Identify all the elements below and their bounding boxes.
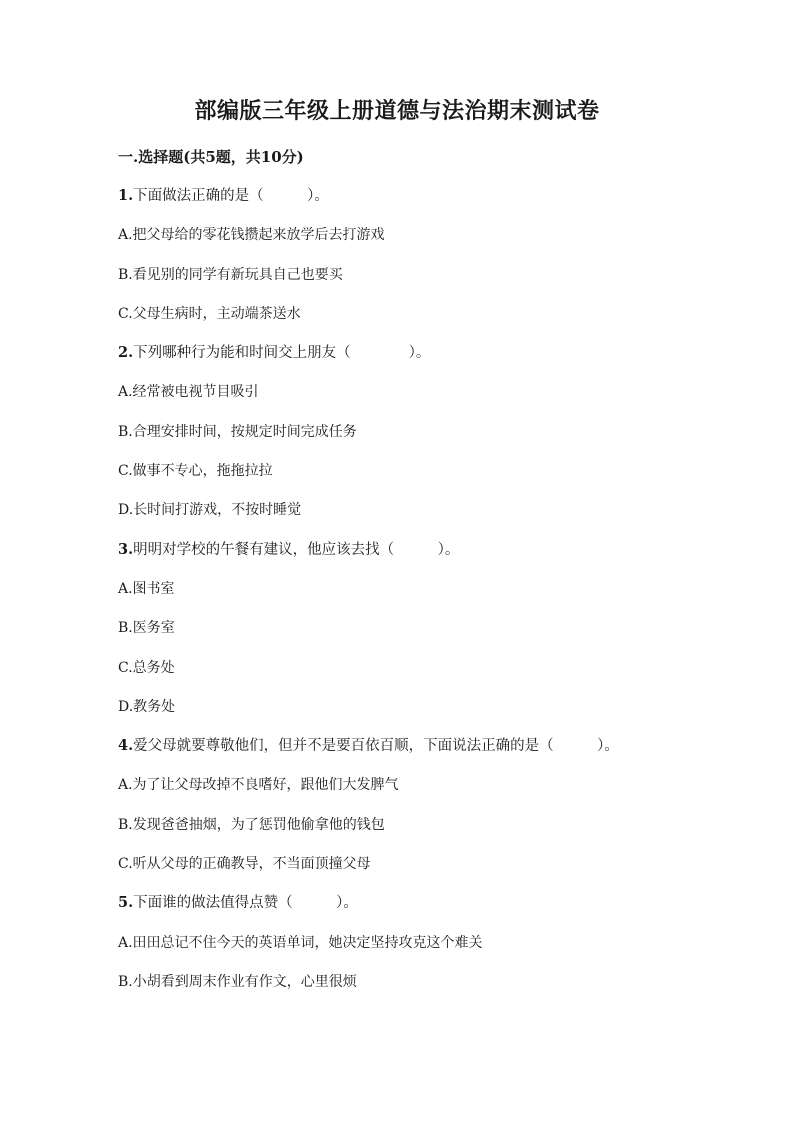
question-4-option-b: B.发现爸爸抽烟，为了惩罚他偷拿他的钱包 [118, 816, 385, 833]
question-3-stem [118, 539, 738, 578]
question-number: 2. [118, 344, 134, 362]
question-1-option-b: B.看见别的同学有新玩具自己也要买 [118, 266, 343, 283]
question-2-option-d: D.长时间打游戏，不按时睡觉 [118, 502, 302, 519]
question-text: 下列哪种行为能和时间交上朋友（ ）。 [133, 345, 431, 362]
question-3-option-a: A.图书室 [118, 580, 175, 597]
question-number: 5. [118, 894, 134, 912]
question-list [118, 185, 738, 1010]
page-title: 部编版三年级上册道德与法治期末测试卷 [194, 98, 600, 124]
question-1-stem [118, 185, 738, 224]
question-4-option-a: A.为了让父母改掉不良嗜好，跟他们大发脾气 [118, 777, 399, 794]
question-number: 3. [118, 540, 134, 558]
question-1-option-a: A.把父母给的零花钱攒起来放学后去打游戏 [118, 227, 385, 244]
question-3-option-d: D.教务处 [118, 698, 176, 715]
question-2-option-a: A.经常被电视节目吸引 [118, 384, 259, 401]
question-5-option-b: B.小胡看到周末作业有作文，心里很烦 [118, 973, 357, 990]
question-5-option-a: A.田田总记不住今天的英语单词，她决定坚持攻克这个难关 [118, 934, 483, 951]
question-text: 下面谁的做法值得点赞（ ）。 [133, 895, 358, 912]
section-heading: 一.选择题(共5题，共10分) [118, 148, 304, 166]
question-4-stem [118, 735, 738, 774]
question-number: 1. [118, 187, 134, 204]
question-2-option-c: C.做事不专心，拖拖拉拉 [118, 463, 273, 480]
question-1-option-c: C.父母生病时，主动端茶送水 [118, 305, 301, 322]
question-text: 下面做法正确的是（ ）。 [133, 188, 329, 204]
question-text: 爱父母就要尊敬他们，但并不是要百依百顺，下面说法正确的是（ ）。 [133, 738, 619, 755]
question-4-option-c: C.听从父母的正确教导，不当面顶撞父母 [118, 856, 371, 873]
question-5-stem [118, 892, 738, 931]
question-3-option-c: C.总务处 [118, 659, 175, 676]
question-number: 4. [118, 737, 134, 755]
question-2-option-b: B.合理安排时间，按规定时间完成任务 [118, 423, 357, 440]
question-2-stem [118, 342, 738, 381]
question-text: 明明对学校的午餐有建议，他应该去找（ ）。 [133, 541, 460, 558]
question-3-option-b: B.医务室 [118, 620, 175, 637]
